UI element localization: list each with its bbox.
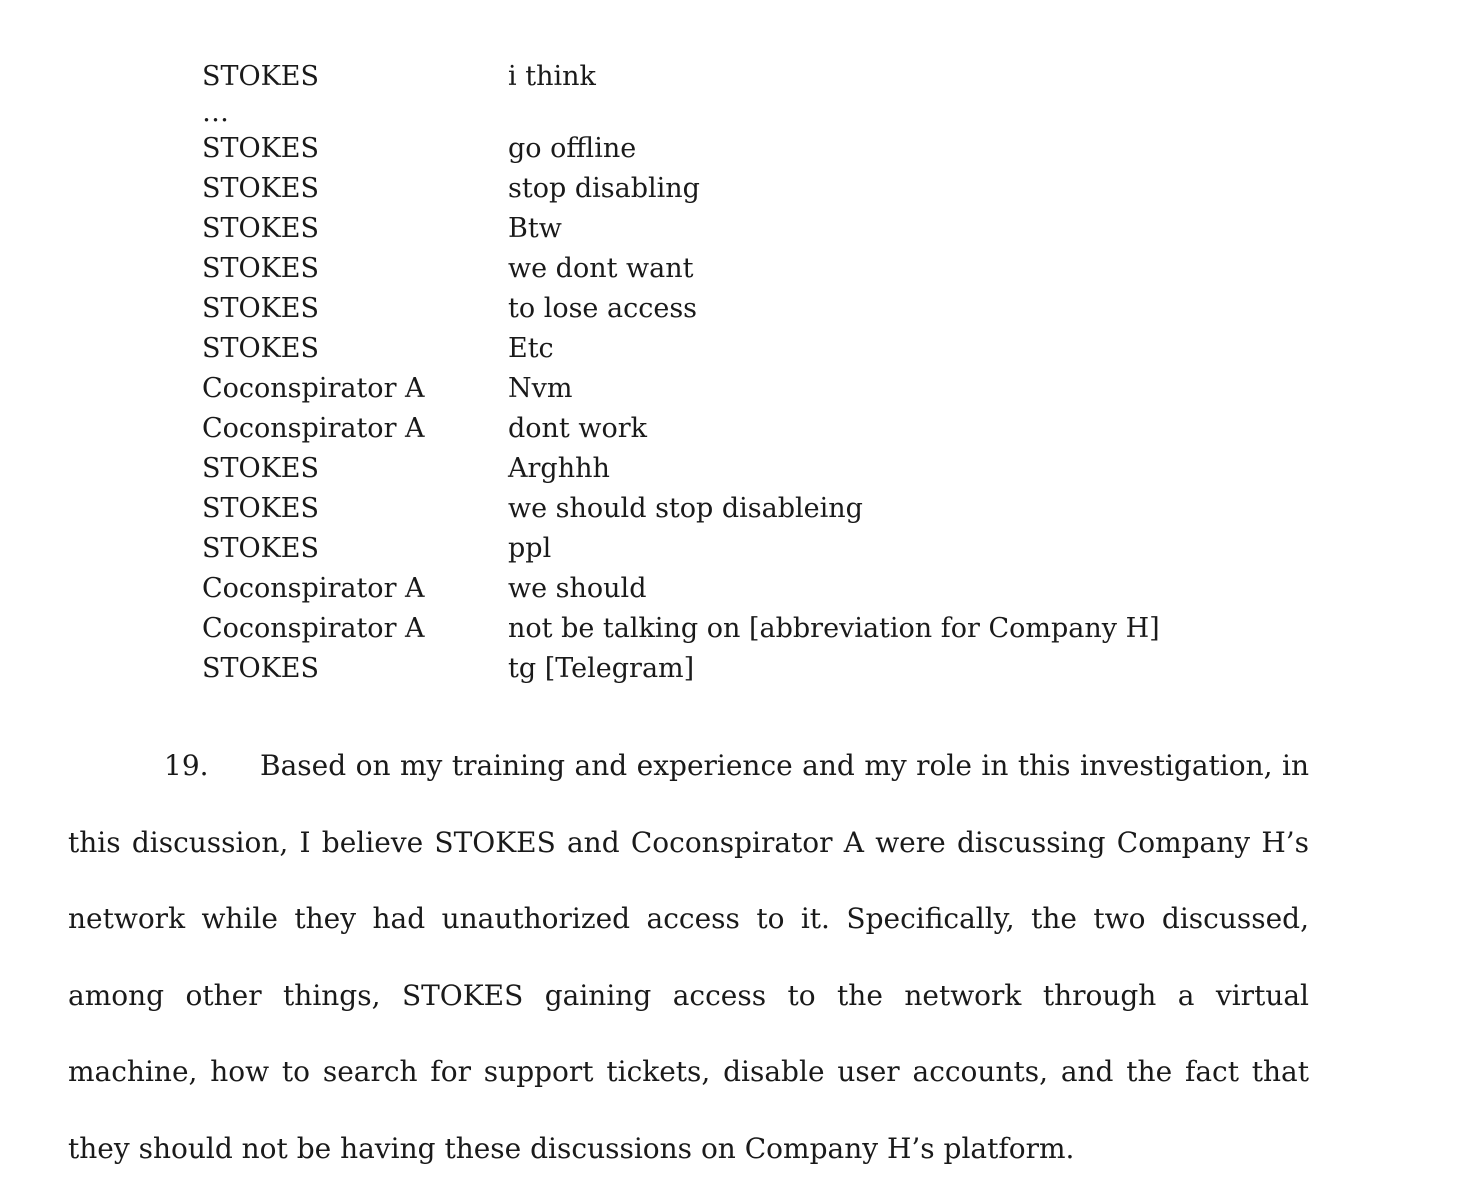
chat-speaker: STOKES xyxy=(202,133,320,164)
chat-message: dont work xyxy=(508,413,647,444)
chat-message: Etc xyxy=(508,333,554,364)
chat-message: Nvm xyxy=(508,373,573,404)
chat-speaker: STOKES xyxy=(202,453,320,484)
chat-message: i think xyxy=(508,61,596,92)
chat-message: we dont want xyxy=(508,253,694,284)
chat-row xyxy=(202,57,1302,97)
chat-speaker: STOKES xyxy=(202,61,320,92)
chat-speaker: STOKES xyxy=(202,533,320,564)
chat-speaker: Coconspirator A xyxy=(202,613,425,644)
chat-speaker: Coconspirator A xyxy=(202,573,425,604)
chat-row xyxy=(202,529,1302,569)
chat-message: to lose access xyxy=(508,293,698,324)
chat-message: ppl xyxy=(508,533,552,564)
chat-row-ellipsis xyxy=(202,97,1302,129)
chat-row xyxy=(202,409,1302,449)
chat-message: we should stop disableing xyxy=(508,493,863,524)
chat-message: we should xyxy=(508,573,647,604)
paragraph-number: 19. xyxy=(164,749,209,782)
chat-speaker: Coconspirator A xyxy=(202,413,425,444)
chat-row xyxy=(202,289,1302,329)
chat-row xyxy=(202,449,1302,489)
chat-row xyxy=(202,369,1302,409)
chat-speaker: STOKES xyxy=(202,213,320,244)
chat-message: tg [Telegram] xyxy=(508,653,695,684)
chat-message: go offline xyxy=(508,133,637,164)
chat-message: stop disabling xyxy=(508,173,700,204)
chat-row xyxy=(202,169,1302,209)
chat-ellipsis: … xyxy=(202,97,229,128)
chat-row xyxy=(202,249,1302,289)
chat-row xyxy=(202,609,1302,649)
chat-speaker: STOKES xyxy=(202,173,320,204)
chat-row xyxy=(202,329,1302,369)
chat-speaker: STOKES xyxy=(202,253,320,284)
chat-row xyxy=(202,209,1302,249)
chat-speaker: STOKES xyxy=(202,653,320,684)
chat-row xyxy=(202,489,1302,529)
chat-transcript xyxy=(202,57,1302,689)
paragraph-text: Based on my training and experience and my role in this investigation, in this discussion, I believe STOKES and Coconspirator A were discussing Company H’s network while they had unauthorized access to it. Specifically, the two discussed, among other things, STOKES gaining access to the network through a virtual machine, how to search for support tickets, disable user accounts, and the fact that they should not be having these discussions on Company H’s platform. xyxy=(68,749,1309,1165)
chat-message: not be talking on [abbreviation for Company H] xyxy=(508,613,1160,644)
chat-speaker: Coconspirator A xyxy=(202,373,425,404)
chat-row xyxy=(202,129,1302,169)
chat-message: Arghhh xyxy=(508,453,610,484)
chat-row xyxy=(202,649,1302,689)
chat-speaker: STOKES xyxy=(202,333,320,364)
chat-speaker: STOKES xyxy=(202,493,320,524)
chat-speaker: STOKES xyxy=(202,293,320,324)
numbered-paragraph xyxy=(68,728,1309,1187)
chat-message: Btw xyxy=(508,213,562,244)
chat-row xyxy=(202,569,1302,609)
